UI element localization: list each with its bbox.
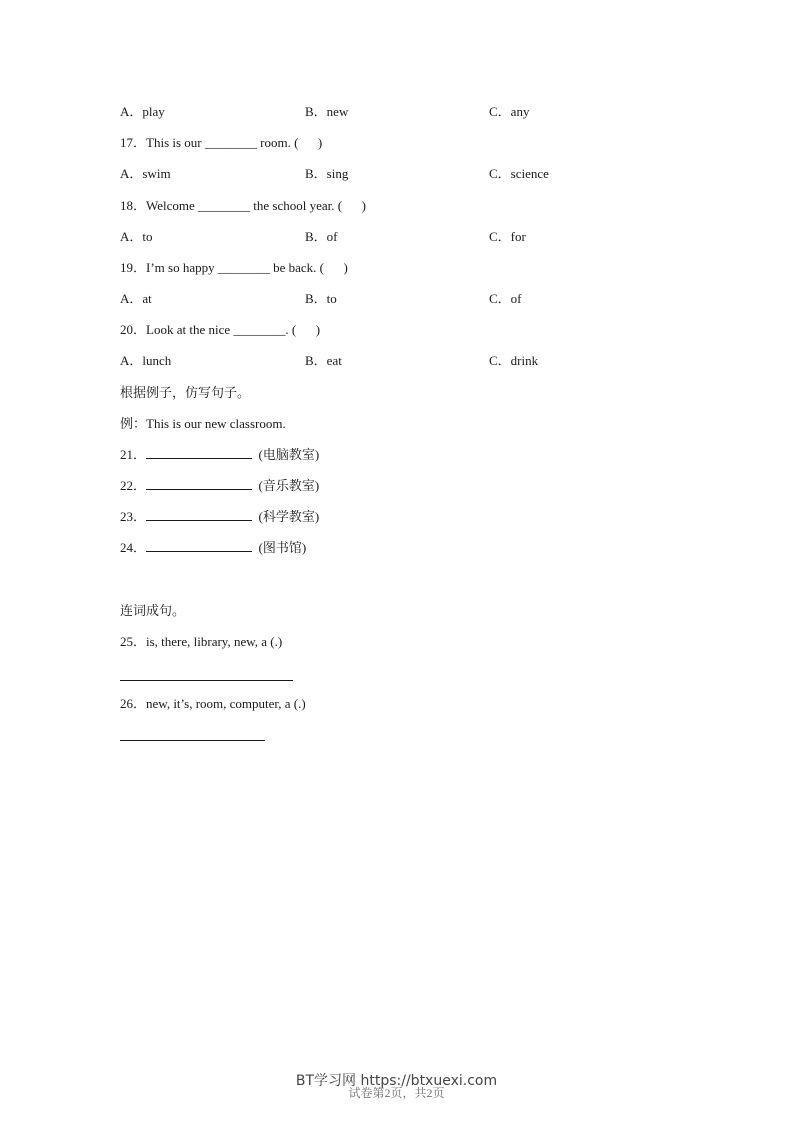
question-paren-close: ) [361, 198, 366, 213]
hint: (音乐教室) [258, 478, 320, 493]
answer-blank[interactable] [146, 539, 252, 552]
question-18 [120, 197, 366, 215]
question-text: Look at the nice ________. ( [146, 322, 297, 337]
question-20 [120, 321, 320, 339]
q17-option-c: C．science [489, 166, 549, 181]
q19-option-b: B．to [305, 291, 337, 306]
q16-option-c: C．any [489, 104, 530, 119]
q20-option-c: C．drink [489, 353, 539, 368]
imitate-item-24 [120, 539, 306, 557]
hint: (图书馆) [258, 540, 307, 555]
question-19 [120, 259, 348, 277]
hint: (电脑教室) [258, 447, 320, 462]
q16-option-a: A．play [120, 104, 165, 119]
q18-option-a: A．to [120, 229, 153, 244]
q18-option-c: C．for [489, 229, 526, 244]
question-number: 24． [120, 540, 147, 555]
question-number: 22． [120, 478, 147, 493]
imitate-item-23 [120, 508, 319, 526]
answer-line-26[interactable] [120, 740, 265, 741]
question-17 [120, 134, 322, 152]
question-paren-close: ) [317, 135, 323, 150]
question-text: This is our ________ room. ( [146, 135, 299, 150]
question-number: 19． [120, 260, 147, 275]
question-text: Welcome ________ the school year. ( [146, 198, 343, 213]
question-number: 18． [120, 198, 147, 213]
question-text: I’m so happy ________ be back. ( [146, 260, 325, 275]
section-title-imitate: 根据例子，仿写句子。 [120, 385, 251, 400]
q18-option-b: B．of [305, 229, 338, 244]
hint: (科学教室) [258, 509, 320, 524]
question-paren-close: ) [315, 322, 321, 337]
footer-page-number: 试卷第2页，共2页 [348, 1086, 445, 1100]
example-sentence: 例：This is our new classroom. [120, 416, 286, 431]
q16-option-b: B．new [305, 104, 349, 119]
footer-watermark: BT学习网 https://btxuexi.com [295, 1073, 498, 1089]
question-25: 25．is, there, library, new, a (.) [120, 634, 283, 649]
q19-option-a: A．at [120, 291, 152, 306]
answer-blank[interactable] [146, 446, 252, 459]
question-number: 21． [120, 447, 147, 462]
imitate-item-21 [120, 446, 319, 464]
question-paren-close: ) [343, 260, 348, 275]
question-number: 17． [120, 135, 147, 150]
answer-line-25[interactable] [120, 680, 293, 681]
q20-option-a: A．lunch [120, 353, 172, 368]
footer [0, 1070, 793, 1100]
q19-option-c: C．of [489, 291, 522, 306]
question-number: 20． [120, 322, 147, 337]
imitate-item-22 [120, 477, 319, 495]
answer-blank[interactable] [146, 508, 252, 521]
question-number: 23． [120, 509, 147, 524]
q17-option-a: A．swim [120, 166, 171, 181]
question-26: 26．new, it’s, room, computer, a (.) [120, 696, 306, 711]
q17-option-b: B．sing [305, 166, 349, 181]
answer-blank[interactable] [146, 477, 252, 490]
q20-option-b: B．eat [305, 353, 342, 368]
section-title-order: 连词成句。 [120, 603, 186, 618]
